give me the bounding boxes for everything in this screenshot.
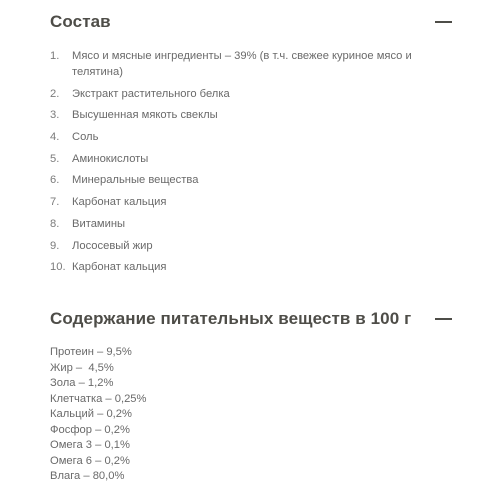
nutrients-list (50, 345, 350, 485)
nutrient-omega6: Омега 6 – 0,2% (50, 454, 130, 467)
list-item (50, 216, 450, 232)
list-item-text: Высушенная мякоть свеклы (72, 109, 218, 122)
list-item-number: 7. (50, 196, 60, 209)
list-item (50, 129, 450, 145)
list-item-number: 3. (50, 109, 60, 122)
nutrient-fat: Жир – 4,5% (50, 361, 114, 374)
list-item-text: Экстракт растительного белка (72, 87, 230, 100)
list-item (50, 238, 450, 254)
ingredients-list (50, 48, 450, 281)
list-item-text: Аминокислоты (72, 152, 149, 165)
list-item-text: Карбонат кальция (72, 196, 167, 209)
nutrient-moisture: Влага – 80,0% (50, 470, 125, 482)
list-item-number: 4. (50, 131, 60, 144)
nutrient-fiber: Клетчатка – 0,25% (50, 392, 147, 405)
list-item-number: 8. (50, 217, 60, 230)
collapse-minus-icon[interactable] (435, 318, 452, 320)
list-item (50, 48, 450, 80)
list-item-number: 9. (50, 239, 60, 252)
nutrients-header[interactable] (50, 307, 452, 331)
nutrient-phosphorus: Фосфор – 0,2% (50, 423, 130, 436)
list-item (50, 151, 450, 167)
list-item (50, 194, 450, 210)
list-item (50, 259, 450, 275)
collapse-minus-icon[interactable] (435, 21, 452, 23)
list-item-number: 5. (50, 152, 60, 165)
list-item (50, 86, 450, 102)
list-item-text: Карбонат кальция (72, 261, 167, 274)
list-item-text: Витамины (72, 217, 126, 230)
composition-header[interactable] (50, 10, 452, 34)
list-item (50, 172, 450, 188)
nutrient-calcium: Кальций – 0,2% (50, 408, 132, 420)
list-item-text: Лососевый жир (72, 239, 153, 252)
list-item-number: 2. (50, 87, 60, 100)
list-item-text: Соль (72, 131, 99, 144)
nutrients-title: Содержание питательных веществ в 100 г (50, 309, 412, 328)
list-item-number: 1. (50, 50, 60, 62)
list-item-number: 10. (50, 261, 66, 274)
list-item-text: Минеральные вещества (72, 174, 199, 187)
list-item (50, 107, 450, 123)
list-item-number: 6. (50, 174, 60, 187)
list-item-text: Мясо и мясные ингредиенты – 39% (в т.ч. свежее куриное мясо и телятина) (72, 50, 412, 78)
nutrient-omega3: Омега 3 – 0,1% (50, 439, 130, 451)
nutrient-protein: Протеин – 9,5% (50, 346, 132, 358)
nutrient-ash: Зола – 1,2% (50, 377, 114, 389)
composition-title: Состав (50, 12, 111, 31)
